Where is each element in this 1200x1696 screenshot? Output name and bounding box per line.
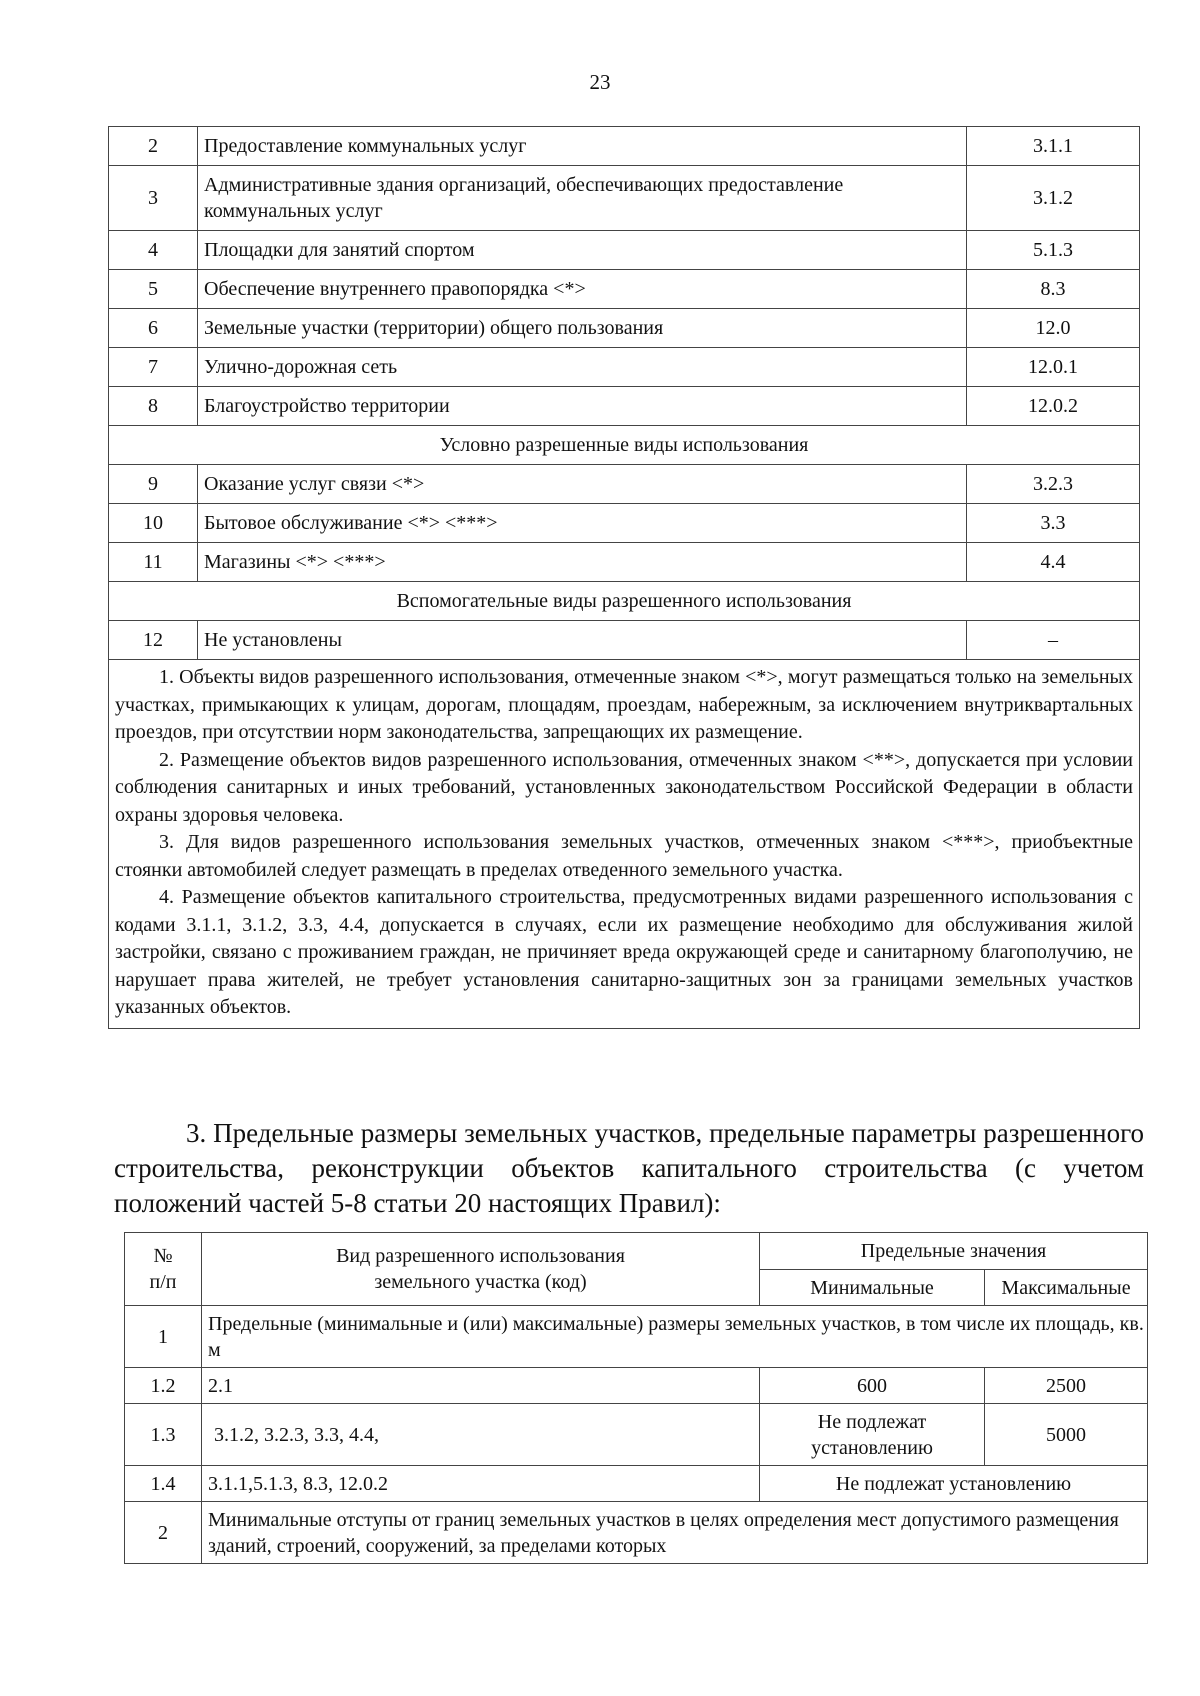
table-row bbox=[109, 348, 1140, 387]
use-name: Оказание услуг связи <*> bbox=[198, 465, 967, 504]
note-4: 4. Размещение объектов капитального строительства, предусмотренных видами разрешенного использования с кодами 3.1.1, 3.1.2, 3.3, 4.4, допускается в случаях, если их размещение необходимо для обслуживания жилой застройки, связано с проживанием граждан, не причиняет вреда окружающей среде и санитарному благополучию, не нарушает права жителей, не требует установления санитарно-защитных зон за границами земельных участков указанных объектов. bbox=[115, 886, 1133, 1018]
notes-cell bbox=[109, 660, 1140, 1029]
section-heading: 3. Предельные размеры земельных участков, предельные параметры разрешенного строительства, реконструкции объектов капитального строительства (с учетом положений частей 5-8 статьи 20 настоящих Правил): bbox=[114, 1118, 1144, 1218]
notes-row bbox=[109, 660, 1140, 1029]
row-number: 12 bbox=[109, 621, 198, 660]
table-row bbox=[109, 231, 1140, 270]
section-title: Вспомогательные виды разрешенного использования bbox=[109, 582, 1140, 621]
use-code: 4.4 bbox=[967, 543, 1140, 582]
row-code: 3.1.1,5.1.3, 8.3, 12.0.2 bbox=[202, 1466, 760, 1502]
row-number: 1.4 bbox=[125, 1466, 202, 1502]
row-number: 11 bbox=[109, 543, 198, 582]
use-name: Предоставление коммунальных услуг bbox=[198, 127, 967, 166]
row-number: 9 bbox=[109, 465, 198, 504]
row-max: 5000 bbox=[985, 1404, 1148, 1466]
row-number: 1.3 bbox=[125, 1404, 202, 1466]
header-row bbox=[125, 1233, 1148, 1270]
row-number: 8 bbox=[109, 387, 198, 426]
table-row bbox=[109, 309, 1140, 348]
note-3: 3. Для видов разрешенного использования земельных участков, отмеченных знаком <***>, приобъектные стоянки автомобилей следует размещать в пределах отведенного земельного участка. bbox=[115, 831, 1133, 881]
header-num-line1: № bbox=[153, 1245, 173, 1267]
use-code: 3.1.2 bbox=[967, 166, 1140, 231]
header-num-line2: п/п bbox=[149, 1271, 177, 1293]
row-text: Минимальные отступы от границ земельных участков в целях определения мест допустимого размещения зданий, строений, сооружений, за пределами которых bbox=[202, 1502, 1148, 1564]
row-number: 1.2 bbox=[125, 1368, 202, 1404]
note-1: 1. Объекты видов разрешенного использования, отмеченные знаком <*>, могут размещаться только на земельных участках, примыкающих к улицам, дорогам, площадям, проездам, набережным, за исключением внутриквартальных проездов, при отсутствии норм законодательства, запрещающих их размещение. bbox=[115, 666, 1133, 743]
table-row bbox=[109, 465, 1140, 504]
table-row bbox=[109, 166, 1140, 231]
use-code: 5.1.3 bbox=[967, 231, 1140, 270]
row-code: 3.1.2, 3.2.3, 3.3, 4.4, bbox=[202, 1404, 760, 1466]
header-min: Минимальные bbox=[760, 1270, 985, 1306]
table-row bbox=[125, 1502, 1148, 1564]
table-row bbox=[125, 1404, 1148, 1466]
row-max: 2500 bbox=[985, 1368, 1148, 1404]
use-code: 3.2.3 bbox=[967, 465, 1140, 504]
row-code: 2.1 bbox=[202, 1368, 760, 1404]
row-number: 10 bbox=[109, 504, 198, 543]
header-limits: Предельные значения bbox=[760, 1233, 1148, 1270]
row-number: 4 bbox=[109, 231, 198, 270]
section-title: Условно разрешенные виды использования bbox=[109, 426, 1140, 465]
row-min: 600 bbox=[760, 1368, 985, 1404]
row-number: 7 bbox=[109, 348, 198, 387]
row-number: 6 bbox=[109, 309, 198, 348]
row-number: 1 bbox=[125, 1306, 202, 1368]
use-name: Бытовое обслуживание <*> <***> bbox=[198, 504, 967, 543]
page-number: 23 bbox=[589, 70, 611, 94]
section-row-conditional bbox=[109, 426, 1140, 465]
table-row bbox=[125, 1368, 1148, 1404]
use-code: – bbox=[967, 621, 1140, 660]
header-max: Максимальные bbox=[985, 1270, 1148, 1306]
row-number: 5 bbox=[109, 270, 198, 309]
table-row bbox=[109, 387, 1140, 426]
use-code: 8.3 bbox=[967, 270, 1140, 309]
table-row bbox=[125, 1306, 1148, 1368]
use-name: Магазины <*> <***> bbox=[198, 543, 967, 582]
use-code: 12.0 bbox=[967, 309, 1140, 348]
table-row bbox=[109, 504, 1140, 543]
use-code: 12.0.2 bbox=[967, 387, 1140, 426]
table-row bbox=[109, 621, 1140, 660]
row-text: Предельные (минимальные и (или) максимальные) размеры земельных участков, в том числе их площадь, кв. м bbox=[202, 1306, 1148, 1368]
limits-table bbox=[124, 1232, 1148, 1564]
use-code: 12.0.1 bbox=[967, 348, 1140, 387]
table-row bbox=[109, 543, 1140, 582]
use-name: Улично-дорожная сеть bbox=[198, 348, 967, 387]
table-row bbox=[109, 270, 1140, 309]
row-merged-value: Не подлежат установлению bbox=[760, 1466, 1148, 1502]
use-name: Не установлены bbox=[198, 621, 967, 660]
row-min: Не подлежат установлению bbox=[760, 1404, 985, 1466]
section-row-auxiliary bbox=[109, 582, 1140, 621]
table-row bbox=[125, 1466, 1148, 1502]
use-name: Площадки для занятий спортом bbox=[198, 231, 967, 270]
row-number: 2 bbox=[109, 127, 198, 166]
table-row bbox=[109, 127, 1140, 166]
use-code: 3.3 bbox=[967, 504, 1140, 543]
header-num bbox=[125, 1233, 202, 1306]
row-number: 3 bbox=[109, 166, 198, 231]
header-use-type: Вид разрешенного использования земельного участка (код) bbox=[202, 1233, 760, 1306]
row-number: 2 bbox=[125, 1502, 202, 1564]
use-name: Обеспечение внутреннего правопорядка <*> bbox=[198, 270, 967, 309]
use-code: 3.1.1 bbox=[967, 127, 1140, 166]
use-name: Благоустройство территории bbox=[198, 387, 967, 426]
use-name: Земельные участки (территории) общего пользования bbox=[198, 309, 967, 348]
note-2: 2. Размещение объектов видов разрешенного использования, отмеченных знаком <**>, допускается при условии соблюдения санитарных и иных требований, установленных законодательством Российской Федерации в области охраны здоровья человека. bbox=[115, 748, 1133, 826]
use-name: Административные здания организаций, обеспечивающих предоставление коммунальных услуг bbox=[198, 166, 967, 231]
permitted-uses-table bbox=[108, 126, 1140, 1029]
